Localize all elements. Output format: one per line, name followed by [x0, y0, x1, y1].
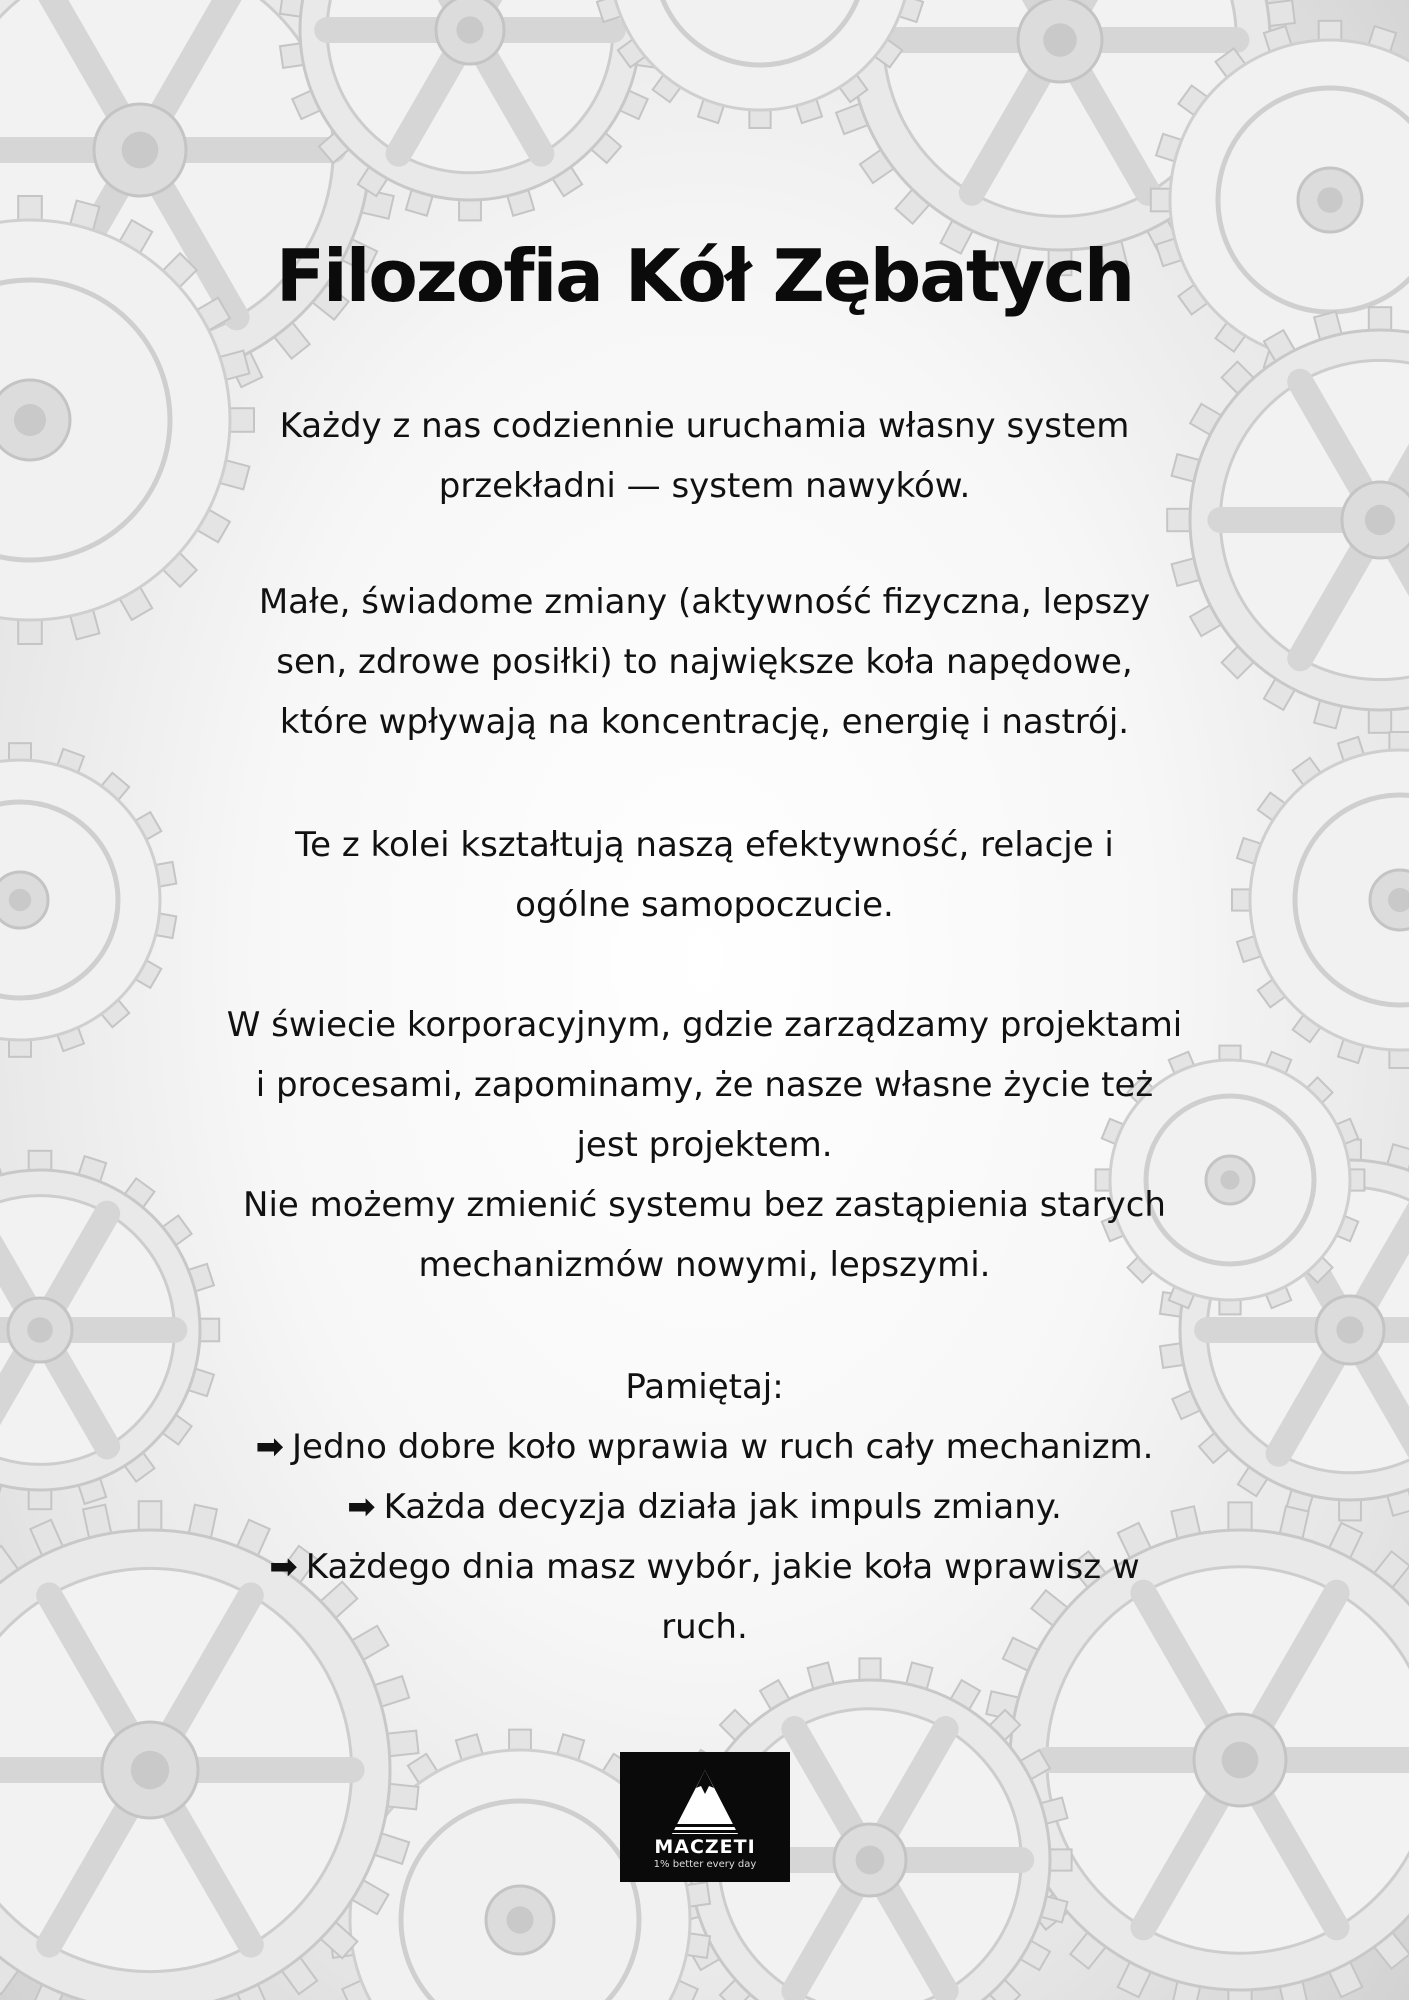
reminder-list: Pamiętaj: ➡ Jedno dobre koło wprawia w ruch cały mechanizm. ➡ Każda decyzja działa jak impuls zmiany. ➡ Każdego dnia masz wybór, jakie koła wprawisz w ruch.: [150, 1357, 1259, 1657]
reminder-heading: Pamiętaj:: [625, 1367, 784, 1407]
brand-logo: [620, 1752, 790, 1882]
mountain-icon: [670, 1766, 740, 1836]
list-item: ➡ Każda decyzja działa jak impuls zmiany.: [347, 1487, 1062, 1527]
list-item: ➡ Jedno dobre koło wprawia w ruch cały mechanizm.: [255, 1427, 1154, 1467]
logo-tagline: 1% better every day: [653, 1859, 757, 1870]
paragraph-changes: Małe, świadome zmiany (aktywność fizyczna, lepszy sen, zdrowe posiłki) to największe koła napędowe, które wpływają na koncentrację, energię i nastrój.: [258, 582, 1151, 742]
paragraph-effects: Te z kolei kształtują naszą efektywność, relacje i ogólne samopoczucie.: [295, 825, 1114, 925]
arrow-right-icon: ➡: [255, 1427, 285, 1467]
list-item: ➡ Każdego dnia masz wybór, jakie koła wprawisz w: [269, 1547, 1140, 1587]
arrow-right-icon: ➡: [347, 1487, 376, 1527]
paragraph-habits: Każdy z nas codziennie uruchamia własny system przekładni — system nawyków.: [279, 406, 1130, 506]
page-title: Filozofia Kół Zębatych: [275, 234, 1134, 318]
logo-name: MACZETI: [654, 1836, 756, 1858]
paragraph-corporate: W świecie korporacyjnym, gdzie zarządzamy projektami i procesami, zapominamy, że nasze własne życie też jest projektem. Nie możemy zmienić systemu bez zastąpienia starych mechanizmów nowymi, lepszymi.: [226, 1005, 1183, 1285]
arrow-right-icon: ➡: [269, 1547, 298, 1587]
